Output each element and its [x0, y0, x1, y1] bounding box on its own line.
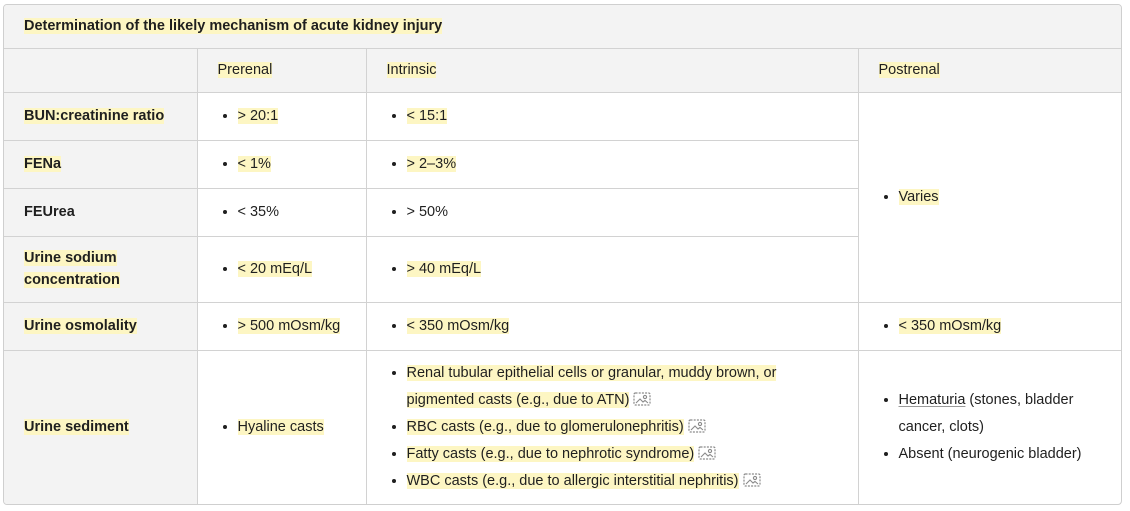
cell-prerenal: • < 35% [197, 188, 366, 236]
image-icon[interactable] [743, 473, 761, 487]
cell-prerenal: • < 20 mEq/L [197, 236, 366, 302]
image-icon[interactable] [688, 419, 706, 433]
row-label: Urine sodium concentration [4, 236, 197, 302]
cell-postrenal-merged: • Varies [858, 92, 1122, 302]
table-title: Determination of the likely mechanism of acute kidney injury [4, 5, 1122, 48]
header-prerenal: Prerenal [197, 48, 366, 92]
header-empty [4, 48, 197, 92]
list-item: • Absent (neurogenic bladder) [899, 441, 1104, 468]
cell-prerenal: • Hyaline casts [197, 350, 366, 504]
list-item: • Fatty casts (e.g., due to nephrotic syndrome) [407, 441, 838, 468]
hematuria-link[interactable]: Hematuria [898, 391, 966, 408]
cell-intrinsic: • < 15:1 [366, 92, 858, 140]
aki-mechanism-table-container [3, 4, 1122, 505]
cell-intrinsic: • > 50% [366, 188, 858, 236]
cell-postrenal-sediment [858, 350, 1122, 504]
table-row [4, 92, 1122, 140]
image-icon[interactable] [633, 392, 651, 406]
aki-mechanism-table [4, 5, 1122, 504]
header-intrinsic: Intrinsic [366, 48, 858, 92]
cell-intrinsic: • > 2–3% [366, 140, 858, 188]
row-label: BUN:creatinine ratio [4, 92, 197, 140]
list-item: • Renal tubular epithelial cells or granular, muddy brown, or pigmented casts (e.g., due to ATN) [407, 360, 838, 414]
cell-prerenal: • > 500 mOsm/kg [197, 302, 366, 350]
row-label: FEUrea [4, 188, 197, 236]
cell-prerenal: • < 1% [197, 140, 366, 188]
row-label: Urine osmolality [4, 302, 197, 350]
list-item: • WBC casts (e.g., due to allergic interstitial nephritis) [407, 468, 838, 495]
cell-intrinsic: • > 40 mEq/L [366, 236, 858, 302]
table-row [4, 350, 1122, 504]
header-postrenal: Postrenal [858, 48, 1122, 92]
cell-intrinsic-sediment [366, 350, 858, 504]
cell-intrinsic: • < 350 mOsm/kg [366, 302, 858, 350]
table-row [4, 302, 1122, 350]
cell-postrenal: • < 350 mOsm/kg [858, 302, 1122, 350]
row-label: Urine sediment [4, 350, 197, 504]
list-item: • RBC casts (e.g., due to glomerulonephritis) [407, 414, 838, 441]
cell-prerenal: • > 20:1 [197, 92, 366, 140]
list-item: • Hematuria (stones, bladder cancer, clots) [899, 387, 1104, 441]
image-icon[interactable] [698, 446, 716, 460]
row-label: FENa [4, 140, 197, 188]
